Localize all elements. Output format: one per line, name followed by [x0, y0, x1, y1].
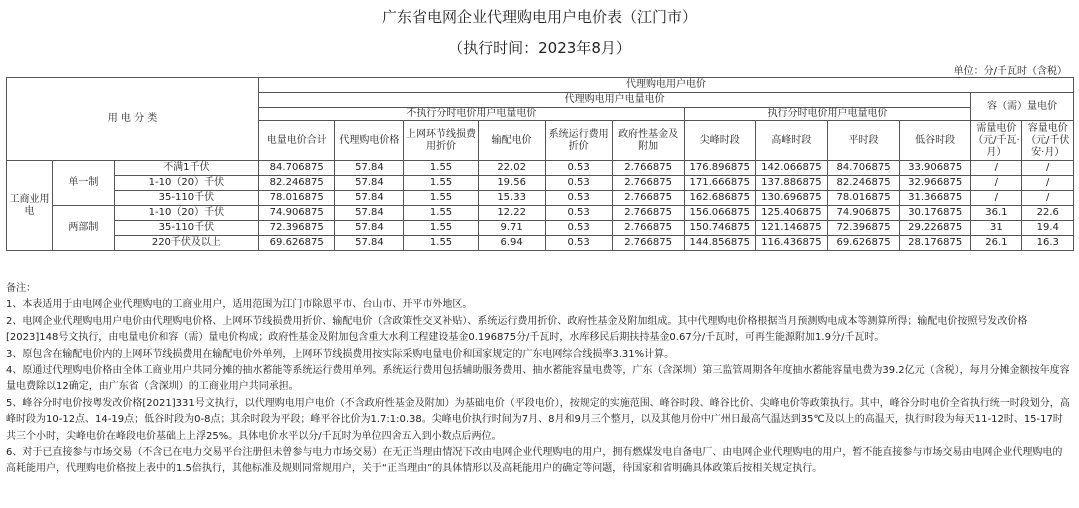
price-cell: 6.94 — [478, 236, 545, 251]
price-cell: 1.55 — [404, 191, 478, 206]
price-cell: 33.906875 — [900, 161, 971, 176]
price-cell: 144.856875 — [684, 236, 755, 251]
col-header: 电量电价合计 — [259, 121, 335, 161]
col-header: 平时段 — [827, 121, 899, 161]
col-header: 上网环节线损费用折价 — [404, 121, 478, 161]
col-header: 政府性基金及附加 — [612, 121, 684, 161]
note-item: 6、对于已直接参与市场交易（不含已在电力交易平台注册但未曾参与电力市场交易）在无正当理由情况下改由电网企业代理购电的用户，拥有燃煤发电自备电厂、由电网企业代理购电的用户，暂不能直接参与市场交易由电网企业代理购电的高耗能用户，代理购电价格按上表中的1.5倍执行，其他标准及规则同常规用户，关于“正当理由”的具体情形以及高耗能用户的确定等问题，待国家和省明确具体政策后按相关规定执行。 — [6, 447, 1063, 475]
price-cell: 0.53 — [545, 236, 612, 251]
price-cell: 2.766875 — [612, 176, 684, 191]
price-cell: 31.366875 — [900, 191, 971, 206]
table-row — [7, 191, 1074, 206]
price-cell: 74.906875 — [827, 206, 899, 221]
agent-price-header: 代理购电用户电价 — [259, 78, 1074, 93]
table-row — [7, 161, 1074, 176]
price-cell: 150.746875 — [684, 221, 755, 236]
price-cell: 26.1 — [971, 236, 1022, 251]
note-item: 4、原通过代理购电价格由全体工商业用户共同分摊的抽水蓄能等系统运行费用单列。系统运行费用包括辅助服务费用、抽水蓄能容量电费等，广东（含深圳）第三监管周期各年度抽水蓄能容量电费为39.2亿元（含税），每月分摊金额按年度容量电费除以12确定，由广东省（含深圳）的工商业用户共同承担。 — [6, 365, 1070, 393]
price-cell: / — [1022, 161, 1074, 176]
voltage-level: 不满1千伏 — [114, 161, 258, 176]
price-cell: 2.766875 — [612, 206, 684, 221]
page-title: 广东省电网企业代理购电用户电价表（江门市） — [381, 8, 697, 26]
price-cell: 31 — [971, 221, 1022, 236]
col-header: 输配电价 — [478, 121, 545, 161]
col-header: 高峰时段 — [755, 121, 827, 161]
price-cell: 16.3 — [1022, 236, 1074, 251]
price-cell: 1.55 — [404, 236, 478, 251]
price-cell: 2.766875 — [612, 191, 684, 206]
table-row — [7, 176, 1074, 191]
price-cell: 130.696875 — [755, 191, 827, 206]
price-cell: 1.55 — [404, 176, 478, 191]
price-cell: 142.066875 — [755, 161, 827, 176]
price-cell: 82.246875 — [827, 176, 899, 191]
price-cell: 69.626875 — [259, 236, 335, 251]
price-cell: 0.53 — [545, 221, 612, 236]
col-header: 容量电价（元/千伏安·月） — [1022, 121, 1074, 161]
price-cell: 137.886875 — [755, 176, 827, 191]
price-cell: / — [971, 191, 1022, 206]
price-table — [6, 77, 1074, 251]
price-cell: 0.53 — [545, 176, 612, 191]
price-cell: 32.966875 — [900, 176, 971, 191]
col-header: 需量电价（元/千瓦·月） — [971, 121, 1022, 161]
price-cell: 57.84 — [335, 161, 404, 176]
single-system-label: 单一制 — [53, 161, 115, 206]
price-cell: 9.71 — [478, 221, 545, 236]
col-header: 代理购电价格 — [335, 121, 404, 161]
price-cell: 74.906875 — [259, 206, 335, 221]
price-cell: 1.55 — [404, 206, 478, 221]
price-cell: 29.226875 — [900, 221, 971, 236]
voltage-level: 1-10（20）千伏 — [114, 206, 258, 221]
group-label: 工商业用电 — [7, 161, 53, 251]
price-cell: 156.066875 — [684, 206, 755, 221]
voltage-level: 1-10（20）千伏 — [114, 176, 258, 191]
note-item: 1、本表适用于由电网企业代理购电的工商业用户，适用范围为江门市除恩平市、台山市、开平市外地区。 — [6, 299, 473, 311]
price-cell: 19.56 — [478, 176, 545, 191]
price-cell: 121.146875 — [755, 221, 827, 236]
price-cell: 1.55 — [404, 221, 478, 236]
voltage-level: 35-110千伏 — [114, 221, 258, 236]
col-header: 低谷时段 — [900, 121, 971, 161]
price-cell: 12.22 — [478, 206, 545, 221]
price-cell: 36.1 — [971, 206, 1022, 221]
price-cell: 57.84 — [335, 206, 404, 221]
unit-label: 单位：分/千瓦时（含税） — [953, 66, 1067, 77]
table-row — [7, 206, 1074, 221]
price-cell: 162.686875 — [684, 191, 755, 206]
price-cell: / — [971, 176, 1022, 191]
capacity-header: 容（需）量电价 — [971, 93, 1074, 121]
tou-header: 执行分时电价用户电量电价 — [684, 108, 971, 121]
note-item: 3、原包含在输配电价内的上网环节线损费用在输配电价外单列，上网环节线损费用按实际采购电量电价和国家规定的广东电网综合线损率3.31%计算。 — [6, 348, 675, 360]
note-item: 2、电网企业代理购电用户电价由代理购电价格、上网环节线损费用折价、输配电价（含政策性交叉补贴）、系统运行费用折价、政府性基金及附加组成。其中代理购电价格根据当月预测购电成本等测算所得；输配电价按照号发改价格[2023]148号文执行，由电量电价和容（需）量电价构成；政府性基金及附加包含重大水利工程建设基金0.196875分/千瓦时，水库移民后期扶持基金0.67分/千瓦时，可再生能源附加1.9分/千瓦时。 — [6, 315, 1028, 344]
table-row — [7, 221, 1074, 236]
price-cell: 116.436875 — [755, 236, 827, 251]
price-cell: 1.55 — [404, 161, 478, 176]
price-cell: 171.666875 — [684, 176, 755, 191]
price-cell: 84.706875 — [827, 161, 899, 176]
col-header: 尖峰时段 — [684, 121, 755, 161]
price-cell: 15.33 — [478, 191, 545, 206]
non-tou-header: 不执行分时电价用户电量电价 — [259, 108, 685, 121]
price-cell: / — [1022, 191, 1074, 206]
price-cell: 84.706875 — [259, 161, 335, 176]
price-cell: 125.406875 — [755, 206, 827, 221]
notes — [6, 281, 1072, 478]
voltage-level: 220千伏及以上 — [114, 236, 258, 251]
price-cell: 176.896875 — [684, 161, 755, 176]
price-cell: 19.4 — [1022, 221, 1074, 236]
price-cell: 2.766875 — [612, 221, 684, 236]
price-cell: 57.84 — [335, 191, 404, 206]
voltage-level: 35-110千伏 — [114, 191, 258, 206]
energy-price-header: 代理购电用户电量电价 — [259, 93, 971, 108]
note-item: 5、峰谷分时电价按粤发改价格[2021]331号文执行，以代理购电用户电价（不含政府性基金及附加）为基础电价（平段电价），按规定的实施范围、峰谷时段、峰谷比价、尖峰电价等政策执行。其中，峰谷分时电价全省执行统一时段划分，高峰时段为10-12点、14-19点；低谷时段为0-8点；其余时段为平段；峰平谷比价为1.7:1:0.38。尖峰电价执行时间为7月、8月和9月三个整月，以及其他月份中广州日最高气温达到35℃及以上的高温天，执行时段为每天11-12时、15-17时共三个小时，尖峰电价在峰段电价基础上上浮25%。具体电价水平以分/千瓦时为单位四舍五入到小数点后两位。 — [6, 397, 1070, 442]
price-cell: 0.53 — [545, 161, 612, 176]
price-cell: 0.53 — [545, 206, 612, 221]
price-cell: 22.02 — [478, 161, 545, 176]
page-subtitle: （执行时间：2023年8月） — [448, 39, 631, 57]
price-cell: 2.766875 — [612, 236, 684, 251]
price-cell: 28.176875 — [900, 236, 971, 251]
price-cell: 30.176875 — [900, 206, 971, 221]
two-part-system-label: 两部制 — [53, 206, 115, 251]
price-cell: 57.84 — [335, 221, 404, 236]
price-cell: 72.396875 — [259, 221, 335, 236]
price-cell: / — [1022, 176, 1074, 191]
price-cell: 22.6 — [1022, 206, 1074, 221]
col-header: 系统运行费用折价 — [545, 121, 612, 161]
price-cell: 2.766875 — [612, 161, 684, 176]
price-cell: 78.016875 — [827, 191, 899, 206]
price-cell: 57.84 — [335, 236, 404, 251]
price-cell: 69.626875 — [827, 236, 899, 251]
price-cell: 57.84 — [335, 176, 404, 191]
price-cell: 0.53 — [545, 191, 612, 206]
table-row — [7, 236, 1074, 251]
price-cell: 72.396875 — [827, 221, 899, 236]
category-header: 用 电 分 类 — [7, 78, 259, 161]
price-cell: / — [971, 161, 1022, 176]
notes-heading: 备注： — [6, 283, 36, 294]
price-cell: 82.246875 — [259, 176, 335, 191]
price-cell: 78.016875 — [259, 191, 335, 206]
